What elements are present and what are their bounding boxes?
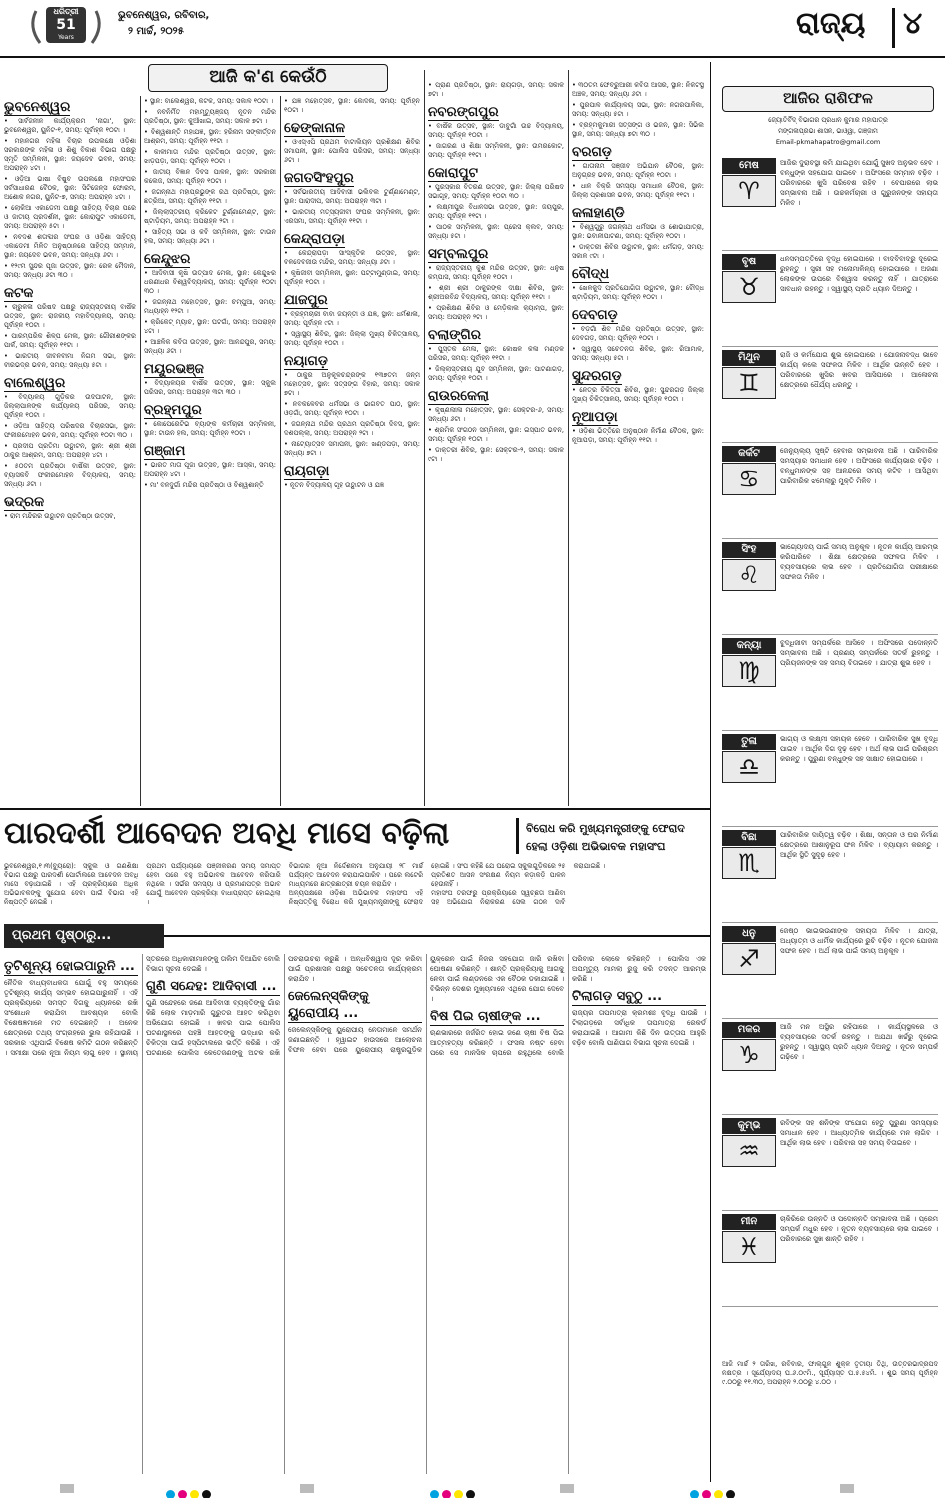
event-item: • ପ୍ରଶିକ୍ଷଣ ଶିବିର ଓ ମେଡ଼ିକାଲ କ୍ୟାମ୍ପ, ସ୍ଥାନ: ସମୟ: ଅପରାହ୍ନ ୨ଟା ।	[428, 304, 564, 322]
zodiac-icon: ♎	[722, 751, 776, 783]
event-item: • ଗାତାନାମ ସଞ୍ଜୀବ ଅଭିଯାନ ବୈଠକ, ସ୍ଥାନ: ଅନୁଗ୍ରହ ଭବନ, ସମୟ: ପୂର୍ବାହ୍ନ ୧୦ଟା ।	[572, 162, 704, 180]
sign-separator	[722, 346, 938, 347]
logo-years: 51	[56, 17, 76, 33]
sign-forecast: ଧନସମ୍ପତ୍ତିରେ ବୃଦ୍ଧି ହୋଇପାରେ । ବାଦବିବାଦରୁ ଦୂରେଇ ରୁହନ୍ତୁ । ସ୍ତ୍ରୀ ସହ ମନୋମାଳିନ୍ୟ ହୋଇପାରେ । ଅଜଣା ଲୋକଙ୍କ ଉପରେ ବିଶ୍ୱାସ କରନ୍ତୁ ନାହିଁ । ଯାତ୍ରାରେ ସାବଧାନ ରହନ୍ତୁ । ସ୍ୱାସ୍ଥ୍ୟ ପ୍ରତି ଧ୍ୟାନ ଦିଅନ୍ତୁ ।	[780, 255, 938, 293]
sign-name: କର୍କଟ	[722, 446, 776, 462]
zodiac-icon: ♍	[722, 655, 776, 687]
event-item: • ମହାନଗର ମହିଳା ବିଚାର ଉପଲକ୍ଷେ ଓଡ଼ିଶା ସରକାରଙ୍କ ମହିଳା ଓ ଶିଶୁ ବିକାଶ ବିଭାଗ ପକ୍ଷରୁ ସ୍ମୃତି ସମ୍ମିଳନୀ, ସ୍ଥାନ: ଜୟଦେବ ଭବନ, ସମୟ: ଅପରାହ୍ନ ୪ଟା ।	[4, 137, 136, 173]
event-item: • ୩୦ତମ ଫେବ୍ରୁଆରୀ କବିତା ଆସର, ସ୍ଥାନ: ନିକଟସ୍ଥ ଅଞ୍ଚଳ, ସମୟ: ସନ୍ଧ୍ୟା ୬ଟା ।	[572, 81, 704, 99]
event-item: • ଶ୍ରୀ ଶ୍ରୀ ଠାକୁରଙ୍କ ଦୀକ୍ଷା ଶିବିର, ସ୍ଥାନ: ଶ୍ରୀଅରବିନ୍ଦ ବିଦ୍ୟାଳୟ, ସମୟ: ପୂର୍ବାହ୍ନ ୧୧ଟା ।	[428, 284, 564, 302]
event-item: • ରାଜ୍ୟସ୍ତରୀୟ କୁଶ ମନ୍ଦିର ଉତ୍ସବ, ସ୍ଥାନ: ଧନୁଷ କମ୍ପାସ, ସମୟ: ପୂର୍ବାହ୍ନ ୧୦ଟା ।	[428, 264, 564, 282]
color-registration	[430, 1484, 478, 1498]
event-item: • କ୍ରିକେଟ୍ ମ୍ୟାଚ, ସ୍ଥାନ: ଘଟଗାଁ, ସମୟ: ଅପରାହ୍ନ ୪ଟା ।	[144, 318, 276, 336]
event-item: • ପାରମ୍ପରିକ ଶିଳ୍ପ ମେଳା, ସ୍ଥାନ: ଗୌରୀଶଙ୍କର ପାର୍କ, ସମୟ: ପୂର୍ବାହ୍ନ ୧୧ଟା ।	[4, 332, 136, 350]
event-item: • ସ୍ୱାସ୍ଥ୍ୟ ଶିବିର, ସ୍ଥାନ: ଜିଲ୍ଲା ମୁଖ୍ୟ ଚିକିତ୍ସାଳୟ, ସମୟ: ପୂର୍ବାହ୍ନ ୧୦ଟା ।	[284, 330, 420, 348]
event-item: • ଡାକ୍ତରୀ ଶିବିର, ସ୍ଥାନ: ସେକ୍ଟର-୨, ସମୟ: ସକାଳ ୯ଟା ।	[428, 446, 564, 464]
event-item: • ସର୍ବଭାରତୀୟ ଆଦିବାସୀ ଭଲିବଲ ଟୁର୍ଣ୍ଣାମେଣ୍ଟ, ସ୍ଥାନ: ପାରାଦୀପ, ସମୟ: ଅପରାହ୍ନ ୩ଟା ।	[284, 188, 420, 206]
logo-badge	[26, 3, 106, 47]
event-item: • ନବଦଶ ଶତାବ୍ଦୀର ସଂଘର ଓ ଓଡ଼ିଶା ସାହିତ୍ୟ ଏକାଡେମୀ ମିଳିତ ଅନୁଷ୍ଠାନରେ ସାହିତ୍ୟ ସମ୍ମାନ, ସ୍ଥାନ: ଜୟଦେବ ଭବନ, ସମୟ: ସନ୍ଧ୍ୟା ୬ଟା ।	[4, 233, 136, 260]
sign-entry	[722, 734, 938, 824]
sign-forecast: ବୁଦ୍ଧିଜୀବୀ ସମ୍ପର୍କରେ ଆସିବେ । ଅଫିସରେ ପଦୋନ୍ନତି ସମ୍ଭାବନା ଅଛି । ପ୍ରଣୟ ସମ୍ପର୍କରେ ସତର୍କ ରୁହନ୍ତୁ । ପ୍ରିୟଜନଙ୍କ ସହ ସମୟ ବିତାଇବେ । ଯାତ୍ରା ଶୁଭ ହେବ ।	[780, 639, 938, 667]
event-item: • ପୁସ୍ତକ ମେଳା, ସ୍ଥାନ: କୋଷଳ କଳା ମଣ୍ଡଳ ପରିସର, ସମୟ: ପୂର୍ବାହ୍ନ ୧୧ଟା ।	[428, 345, 564, 363]
event-district-heading: ଢେଙ୍କାନାଳ	[284, 120, 345, 136]
event-item: • ଓଡ଼ିଶା ଭିତ୍ତିରେ ଅନୁଷ୍ଠାନ ନିର୍ମାଣ ବୈଠକ, ସ୍ଥାନ: ନୂଆପଡ଼ା, ସମୟ: ପୂର୍ବାହ୍ନ ୧୧ଟା ।	[572, 427, 704, 445]
color-registration	[166, 1484, 214, 1498]
story-title: ଜେଲେନ୍‌ସ୍କିଙ୍କୁ ୟୁରୋପୀୟ ...	[288, 988, 422, 1023]
event-district-heading: ଦେବଗଡ଼	[572, 307, 618, 323]
event-item: • ବାର୍ଷିକ ଉତ୍ସବ, ସ୍ଥାନ: ଡାବୁଗାଁ ଉଚ୍ଚ ବିଦ୍ୟାଳୟ, ସମୟ: ପୂର୍ବାହ୍ନ ୧୦ଟା ।	[428, 122, 564, 140]
sign-entry	[722, 1118, 938, 1208]
astrologer-email: Email-pkmahapatro@gmail.com	[775, 138, 881, 146]
astrologer-name: ଜ୍ୟୋତିର୍ବିଦ୍ ବିଭାଗର ପ୍ରଧାନ କୁମାର ମହାପାତ୍ର	[768, 116, 888, 124]
section-divider	[892, 8, 895, 48]
story-body: ଋଣଭାରରେ ଜର୍ଜରିତ ହୋଇ ଜଣେ ଚାଷୀ ବିଷ ପିଇ ଆତ୍ମହତ୍ୟା କରିଛନ୍ତି । ଫସଲ ନଷ୍ଟ ହେବା ପରେ ସେ ମାନସିକ ଚାପରେ ରହୁଥିଲେ ବୋଲି ପରିବାର ଲୋକେ କହିଛନ୍ତି । ପୋଲିସ ଏକ ଅପମୃତ୍ୟୁ ମାମଲା ରୁଜୁ କରି ତଦନ୍ତ ଆରମ୍ଭ କରିଛି ।	[430, 955, 706, 1057]
events-column-4	[428, 80, 564, 806]
event-item: • ଜାତୀୟ ବିଜ୍ଞାନ ଦିବସ ପାଳନ, ସ୍ଥାନ: ସରକାରୀ କଲେଜ, ସମୟ: ପୂର୍ବାହ୍ନ ୧୦ଟା ।	[144, 168, 276, 186]
sign-name: କୁମ୍ଭ	[722, 1118, 776, 1134]
event-item: • ବିଦ୍ୟାଳୟ ଗୁଡ଼ିକର ଉଦଘାଟନ, ସ୍ଥାନ: ଜିଲ୍ଲାପାଳଙ୍କ କାର୍ଯ୍ୟାଳୟ ପରିସର, ସମୟ: ପୂର୍ବାହ୍ନ ୧୦ଟା ।	[4, 393, 136, 420]
event-item: • ସ୍ୱାସ୍ଥ୍ୟ ସଚେତନତା ଶିବିର, ସ୍ଥାନ: ରିଆମାଳ, ସମୟ: ସନ୍ଧ୍ୟା ୫ଟା ।	[572, 345, 704, 363]
event-item: • ଯଜ୍ଞ ମହୋତ୍ସବ, ସ୍ଥାନ: କୋଦଳା, ସମୟ: ପୂର୍ବାହ୍ନ ୧୦ଟା ।	[284, 97, 420, 115]
story-title: ଗୁଣି ସନ୍ଦେହ: ଆଦିବାସୀ ...	[146, 978, 280, 996]
event-item: • ୧୨୯ମ ସୁନ୍ଦର ପୂଜା ଉତ୍ସବ, ସ୍ଥାନ: ରେଳ ମୈଦାନ, ସମୟ: ସନ୍ଧ୍ୟା ୬ଟା ୩୦ ।	[4, 262, 136, 280]
event-district-heading: ବ୍ରହ୍ମପୁର	[144, 402, 202, 418]
event-item: • ରାମ ମନ୍ଦିରର ଉଦ୍ଘାଟନ ପ୍ରତିଷ୍ଠା ଉତ୍ସବ,	[4, 512, 136, 521]
event-district-heading: କେନ୍ଦୁଝର	[144, 251, 191, 267]
event-item: • ଚାରୁକଳା ପରିଷଦ ପକ୍ଷରୁ ରାଜ୍ୟସ୍ତରୀୟ ବାର୍ଷିକ ଉତ୍ସବ, ସ୍ଥାନ: ରାଜକୀୟ ମହାବିଦ୍ୟାଳୟ, ସମୟ: ପୂର୍ବାହ୍ନ ୧୦ଟା ।	[4, 303, 136, 330]
sign-forecast: ଚାକିରିରେ ଉନ୍ନତି ଓ ପଦୋନ୍ନତି ସମ୍ଭାବନା ଅଛି । ପ୍ରେମ ସମ୍ପର୍କ ମଧୁର ହେବ । ନୂତନ ବ୍ୟବସାୟରେ ଲାଭ ପାଇବେ । ପରିବାରରେ ସୁଖ ଶାନ୍ତି ରହିବ ।	[780, 1215, 938, 1243]
crop-mark	[840, 1484, 854, 1493]
sign-separator	[722, 250, 938, 251]
sign-entry	[722, 1022, 938, 1112]
event-item: • ଜିଲ୍ଲାସ୍ତରୀୟ କ୍ରିକେଟ ଟୁର୍ଣ୍ଣାମେଣ୍ଟ, ସ୍ଥାନ: ଷ୍ଟାଡ଼ିୟମ, ସମୟ: ଅପରାହ୍ନ ୨ଟା ।	[144, 208, 276, 226]
event-item: • ଲକ୍ଷ୍ମୀପୁର ବିଧାନସଭା ଉତ୍ସବ, ସ୍ଥାନ: ଜୟପୁର, ସମୟ: ପୂର୍ବାହ୍ନ ୧୧ଟା ।	[428, 203, 564, 221]
event-item: • ଆଞ୍ଚଳିକ କବିତା ଉତ୍ସବ, ସ୍ଥାନ: ଆନନ୍ଦପୁର, ସମୟ: ସନ୍ଧ୍ୟା ୬ଟା ।	[144, 338, 276, 356]
sign-separator	[722, 922, 938, 923]
astrologer-address: ମଙ୍ଗଳାପ୍ରଭା ଶାସନ, ଭାଓ୍ୱା, ଗଞ୍ଜାମ	[778, 127, 878, 135]
sign-entry	[722, 350, 938, 440]
event-district-heading: ବାଲେଶ୍ୱର	[4, 375, 66, 391]
events-column-2	[144, 96, 276, 806]
sign-name: ମୀନ	[722, 1214, 776, 1230]
event-district-heading: ବଲାଙ୍ଗିର	[428, 327, 481, 343]
sign-name: ବିଛା	[722, 830, 776, 846]
event-district-heading: ବରଗଡ଼	[572, 144, 612, 160]
section-title: ରାଜ୍ୟ	[796, 6, 866, 41]
sign-name: ସିଂହ	[722, 542, 776, 558]
event-item: • ଓଡ଼ିଆ ସାହିତ୍ୟ ପରିଷଦର ବିଚାରସଭା, ସ୍ଥାନ: ଫକୀରମୋହନ ଭବନ, ସମୟ: ପୂର୍ବାହ୍ନ ୧୦ଟା ୩୦ ।	[4, 422, 136, 440]
sign-separator	[722, 634, 938, 635]
panchanga: ଆଜି ମାର୍ଚ୍ଚ ୨ ତାରିଖ, ରବିବାର, ଫାଲ୍‌ଗୁନ ଶୁକ୍ଳ ତୃତୀୟା ତିଥି, ଉତ୍ତରଭାଦ୍ରପଦ ନକ୍ଷତ୍ର । ସୂର୍ଯ୍ୟୋଦୟ ଘ.୬.୦୯ମି., ସୂର୍ଯ୍ୟାସ୍ତ ଘ.୫.୫୪ମି. । ଶୁଭ ସମୟ ପୂର୍ବାହ୍ନ ୯.୦୦ରୁ ୧୧.୩୦, ଅପରାହ୍ନ ୨.୦୦ରୁ ୪.୦୦ ।	[722, 1360, 938, 1386]
event-district-heading: ଭୁବନେଶ୍ୱର	[4, 99, 71, 115]
event-district-heading: ନବରଙ୍ଗପୁର	[428, 104, 499, 120]
event-item: • ବ୍ରହ୍ମଚାରୀ ବାବା ଜୟନ୍ତୀ ଓ ଯଜ୍ଞ, ସ୍ଥାନ: ଧର୍ମଶାଳା, ସମୟ: ପୂର୍ବାହ୍ନ ୯ଟା ।	[284, 310, 420, 328]
event-item: • ଆଦିବାସୀ କୃଷି ଉତ୍ପାଦ ମେଳା, ସ୍ଥାନ: କେନ୍ଦୁଝର ଧରଣୀଧର ବିଶ୍ୱବିଦ୍ୟାଳୟ, ସମୟ: ପୂର୍ବାହ୍ନ ୧୦ଟା ୩୦ ।	[144, 269, 276, 296]
event-item: • ନାଟ୍ୟୋତ୍ସବ ସମାପନୀ, ସ୍ଥାନ: ଖଣ୍ଡପଡ଼ା, ସମୟ: ସନ୍ଧ୍ୟା ୭ଟା ।	[284, 440, 420, 458]
sign-entry	[722, 446, 938, 536]
sign-forecast: ଆଜିର ଦୁରାବସ୍ଥା କମି ଯାଇଥିବା ଯୋଗୁଁ ସୁଖଦ ଅନୁଭବ ହେବ । ବନ୍ଧୁଙ୍କ ସହଯୋଗ ପାଇବେ । ଅଫିସରେ ସମ୍ମାନ ବଢ଼ିବ । ପରିବାରରେ ଖୁସି ପରିବେଶ ରହିବ । ବେପାରରେ ଲାଭ ସମ୍ଭାବନା ଅଛି । ଉଚ୍ଚକର୍ମଚାରୀ ଓ ଗୁରୁଜନଙ୍କ ସହାୟତା ମିଳିବ ।	[780, 159, 938, 207]
event-item: • ସ୍ଥାନ: ବାଲେଶ୍ୱର, କଟକ, ସମୟ: ସକାଳ ୧୦ଟା ।	[144, 97, 276, 106]
rashifal-header: ଆଜିର ରାଶିଫଳ	[722, 86, 934, 112]
event-item: • ଖେଳକୁଦ ପ୍ରତିଯୋଗିତା ଉଦ୍ଘାଟନ, ସ୍ଥାନ: ବୌଦ୍ଧ ଷ୍ଟାଡ଼ିୟମ, ସମୟ: ପୂର୍ବାହ୍ନ ୧୦ଟା ।	[572, 284, 704, 302]
lead-paragraph: ଅନ୍ୟପକ୍ଷରେ ଓଡ଼ିଶା ଅଭିଭାବକ ମହାସଂଘ ଏହି ନିଷ୍ପତ୍ତିକୁ ବିରୋଧ କରି ମୁଖ୍ୟମନ୍ତ୍ରୀଙ୍କୁ ଫେରାଦ ହୋଇଛି । ସଂଘ କହିଛି ଯେ ଘରୋଇ ସ୍କୁଲଗୁଡ଼ିକରେ ୨୫ ପ୍ରତିଶତ ଆସନ ସଂରକ୍ଷଣ ନିୟମ କଡ଼ାକଡ଼ି ପାଳନ ହେଉନାହିଁ ।	[288, 862, 566, 906]
event-item: • ବିଦ୍ୟାଳୟର ବାର୍ଷିକ ଉତ୍ସବ, ସ୍ଥାନ: ସ୍କୁଲ ପରିସର, ସମୟ: ଅପରାହ୍ନ ୩ଟା ୩୦ ।	[144, 379, 276, 397]
event-item: • ଜାଗରଣ ଓ ଶିକ୍ଷା ସମ୍ମିଳନୀ, ସ୍ଥାନ: ଉମରକୋଟ, ସମୟ: ପୂର୍ବାହ୍ନ ୧୧ଟା ।	[428, 142, 564, 160]
first-page-label: ପ୍ରଥମ ପୃଷ୍ଠାରୁ...	[12, 928, 112, 943]
lead-story	[4, 862, 708, 920]
sign-entry	[722, 542, 938, 632]
event-item: • ଶ୍ରମିକ ସଂଗଠନ ସମ୍ମିଳନୀ, ସ୍ଥାନ: ଇସ୍ପାତ ଭବନ, ସମୟ: ପୂର୍ବାହ୍ନ ୧୦ଟା ।	[428, 426, 564, 444]
event-item: • ପୁରପାଳ କାର୍ଯ୍ୟାଳୟ ସଭା, ସ୍ଥାନ: ନଗରପାଳିକା, ସମୟ: ସନ୍ଧ୍ୟା ୫ଟା ।	[572, 101, 704, 119]
sign-entry	[722, 254, 938, 344]
event-item: • ଲୋକିଆ ଏକାଡେମୀ ପକ୍ଷରୁ ସାହିତ୍ୟ ବିଚାର ପରେ ଓ ଜାତୀୟ ପ୍ରଦର୍ଶନୀ, ସ୍ଥାନ: କୋରାପୁଟ ଏକାଡେମୀ, ସମୟ: ଅପରାହ୍ନ ୫ଟା ।	[4, 204, 136, 231]
event-item: • ବିଶ୍ୱଶାନ୍ତି ମହାଯଜ୍ଞ, ସ୍ଥାନ: ହରିନାମ ସଙ୍କୀର୍ତ୍ତନ ଆଶ୍ରମ, ସମୟ: ପୂର୍ବାହ୍ନ ୧୧ଟା ।	[144, 128, 276, 146]
event-district-heading: ଭଦ୍ରକ	[4, 494, 45, 510]
zodiac-icon: ♓	[722, 1231, 776, 1263]
main-headline: ପାରଦର୍ଶୀ ଆବେଦନ ଅବଧି ମାସେ ବଢ଼ିଲା	[4, 816, 450, 851]
event-item: • ସାର୍ବଜନୀନ କାର୍ଯ୍ୟକ୍ରମ 'ନାଗା', ସ୍ଥାନ: ଭୁବନେଶ୍ୱର, ୟୁନିଟ-୧, ସମୟ: ପୂର୍ବାହ୍ନ ୧୦ଟା ।	[4, 117, 136, 135]
sign-entry	[722, 1214, 938, 1304]
masthead	[0, 0, 945, 58]
story-body: ନୈତିକ ବାଧ୍ୟବାଧକତା ଯୋଗୁଁ ବହୁ ସମୟରେ ତୃଟିଶୂନ୍ୟ କାର୍ଯ୍ୟ ସମ୍ଭବ ହୋଇପାରୁନାହିଁ । ଏହି ପ୍ରକ୍ରିୟାରେ ସମସ୍ତ ଦିଗକୁ ଧ୍ୟାନରେ ରଖି ସଂଶୋଧନ କରାଯିବା ଆବଶ୍ୟକ ବୋଲି ବିଶେଷଜ୍ଞମାନେ ମତ ଦେଇଛନ୍ତି । ଅନେକ କ୍ଷେତ୍ରରେ ତଥ୍ୟ ସଂଗ୍ରହରେ ଭୁଲ ରହିଯାଉଛି । ସରକାର ଏଥିପାଇଁ ବିଶେଷ କମିଟି ଗଠନ କରିଛନ୍ତି । ସମୀକ୍ଷା ପରେ ନୂଆ ନିୟମ ଲାଗୁ ହେବ । ସ୍ଥାନୀୟ ସ୍ତରରେ ଅଧିକାରୀମାନଙ୍କୁ ତାଲିମ ଦିଆଯିବ ବୋଲି ବିଭାଗ ସୂଚନା ଦେଇଛି ।	[4, 955, 280, 1057]
event-item: • ବଡ଼ଗାଁ ଶିବ ମନ୍ଦିର ପ୍ରତିଷ୍ଠା ଉତ୍ସବ, ସ୍ଥାନ: ଦେବଗଡ଼, ସମୟ: ପୂର୍ବାହ୍ନ ୧୦ଟା ।	[572, 325, 704, 343]
event-item: • ମା' ବନଦୁର୍ଗା ମନ୍ଦିର ପ୍ରତିଷ୍ଠା ଓ ବିଶ୍ୱଶାନ୍ତି	[144, 481, 276, 490]
rashifal-divider	[710, 62, 711, 1482]
sign-separator	[722, 1114, 938, 1115]
event-item: • ଜଗନ୍ନାଥ ମନ୍ଦିର ପ୍ରଥମ ପ୍ରତିଷ୍ଠା ଦିବସ, ସ୍ଥାନ: ଦଶପଲ୍ଲା, ସମୟ: ଅପରାହ୍ନ ୨ଟା ।	[284, 420, 420, 438]
sign-entry	[722, 830, 938, 920]
logo-text: ଧରିତ୍ରୀ	[53, 7, 79, 16]
lead-paragraph: ଭୁବନେଶ୍ୱର,୧।୩(ବ୍ୟୁରୋ): ସ୍କୁଲ ଓ ଗଣଶିକ୍ଷା ବିଭାଗ ପକ୍ଷରୁ ପାରଦର୍ଶୀ ପୋର୍ଟାଲରେ ଆବେଦନ ଅବଧି ମାସେ ବଢ଼ାଯାଇଛି । ଏହି ପ୍ରକ୍ରିୟାରେ ଅଧିକ ଅଭିଭାବକଙ୍କୁ ସୁଯୋଗ ଦେବା ପାଇଁ ବିଭାଗ ଏହି ନିଷ୍ପତ୍ତି ନେଇଛି ।	[4, 862, 139, 906]
event-district-heading: ଜଗତସିଂହପୁର	[284, 170, 354, 186]
event-item: • କାଳୀମାତା ମନ୍ଦିର ପ୍ରତିଷ୍ଠା ଉତ୍ସବ, ସ୍ଥାନ: ଝାଡ଼ପଡ଼ା, ସମୟ: ପୂର୍ବାହ୍ନ ୧୦ଟା ।	[144, 148, 276, 166]
event-item: • ପ୍ରାଣ ପ୍ରତିଷ୍ଠା, ସ୍ଥାନ: ରାୟଗଡ଼ା, ସମୟ: ସକାଳ ୭ଟା ।	[428, 81, 564, 99]
event-item: • ଓଏସ୍ଏପି ପ୍ରଥମ ବାଟାଲିୟନ ପ୍ରଶିକ୍ଷଣ ଶିବିର ସମାପନୀ, ସ୍ଥାନ: ପୋଲିସ ପରିସର, ସମୟ: ସନ୍ଧ୍ୟା ୬ଟା ।	[284, 138, 420, 165]
sign-name: ମକର	[722, 1022, 776, 1038]
zodiac-icon: ♐	[722, 943, 776, 975]
event-item: • ନେତ୍ର ଚିକିତ୍ସା ଶିବିର, ସ୍ଥାନ: ସୁନ୍ଦରଗଡ଼ ଜିଲ୍ଲା ମୁଖ୍ୟ ଚିକିତ୍ସାଳୟ, ସମୟ: ପୂର୍ବାହ୍ନ ୧୦ଟା ।	[572, 386, 704, 404]
sign-name: କନ୍ୟା	[722, 638, 776, 654]
lead-paragraph: ପ୍ରଥମ ପର୍ଯ୍ୟାୟରେ ପଞ୍ଜୀକରଣ ସମୟ ସମାପ୍ତ ହେବା ପରେ ବହୁ ଅଭିଭାବକ ଆବେଦନ କରିପାରି ନଥିଲେ । ସର୍ଭର ସମସ୍ୟା ଓ ପ୍ରମାଣପତ୍ର ଅଭାବ ଯୋଗୁଁ ଆବେଦନ ପ୍ରକ୍ରିୟା ବାଧାପ୍ରାପ୍ତ ହୋଇଥିଲା ।	[146, 862, 281, 906]
zodiac-icon: ♏	[722, 847, 776, 879]
sign-name: ଧନୁ	[722, 926, 776, 942]
sign-forecast: ରବିଙ୍କ ସହ ଶନିଙ୍କ ସଂଯୋଗ ହେତୁ ପୁରୁଣା ସମସ୍ୟାର ସମାଧାନ ହେବ । ଆଧ୍ୟାତ୍ମିକ କାର୍ଯ୍ୟରେ ମନ ଲାଗିବ । ଆର୍ଥିକ ଲାଭ ହେବ । ପରିବାର ସହ ସମୟ ବିତାଇବେ ।	[780, 1119, 938, 1147]
event-item: • କୃଷ୍ଣଲୀଳା ମହୋତ୍ସବ, ସ୍ଥାନ: ସେକ୍ଟର-୬, ସମୟ: ସନ୍ଧ୍ୟା ୬ଟା ।	[428, 406, 564, 424]
sign-name: ତୁଳା	[722, 734, 776, 750]
event-item: • ବ୍ରହ୍ମକୁମାରୀ ସତ୍ସଙ୍ଗ ଓ ଭଜନ, ସ୍ଥାନ: ସିଭିଲ ସ୍ଥାନ, ସମୟ: ସନ୍ଧ୍ୟା ୭ଟା ୩୦ ।	[572, 121, 704, 139]
sign-forecast: ଜେଷ୍ଠ ଭାଇଭଉଣୀଙ୍କ ସହାୟତା ମିଳିବ । ଯାତ୍ରା, ଅଧ୍ୟାତ୍ମ ଓ ଧାର୍ମିକ କାର୍ଯ୍ୟରେ ରୁଚି ବଢ଼ିବ । ନୂତନ ଯୋଜନା ସଫଳ ହେବ । ଅର୍ଥ ଲାଭ ପାଇଁ ସମୟ ଅନୁକୂଳ ।	[780, 927, 938, 955]
events-column-5	[572, 80, 704, 806]
issue-date: ୨ ମାର୍ଚ୍ଚ, ୨୦୨୫	[128, 26, 184, 37]
dateline: ଭୁବନେଶ୍ୱର, ରବିବାର,	[118, 10, 210, 21]
event-item: • ଠାକୁର ଅନୁକୂଳଚନ୍ଦ୍ରଙ୍କ ୧୩୭ତମ ଜନ୍ମ ମହୋତ୍ସବ, ସ୍ଥାନ: ସତ୍ସଙ୍ଗ ବିହାର, ସମୟ: ସକାଳ ୭ଟା ।	[284, 371, 420, 398]
first-page-rule	[164, 935, 710, 937]
event-district-heading: ମୟୂରଭଞ୍ଜ	[144, 361, 204, 377]
zodiac-icon: ♉	[722, 271, 776, 303]
event-district-heading: ନୂଆପଡ଼ା	[572, 409, 618, 425]
event-item: • କେନ୍ଦ୍ରାପଡ଼ା ସାଂସ୍କୃତିକ ଉତ୍ସବ, ସ୍ଥାନ: ବଳଦେବଜୀଉ ମନ୍ଦିର, ସମୟ: ସନ୍ଧ୍ୟା ୬ଟା ।	[284, 249, 420, 267]
zodiac-icon: ♊	[722, 367, 776, 399]
event-item: • କୋପେରେଟିଭ ବ୍ୟାଙ୍କ କର୍ମଚାରୀ ସମ୍ମିଳନୀ, ସ୍ଥାନ: ଟାଉନ ହଲ, ସମୟ: ପୂର୍ବାହ୍ନ ୧୦ଟା ।	[144, 420, 276, 438]
event-item: • ପୁରସ୍କାର ବିତରଣ ଉତ୍ସବ, ସ୍ଥାନ: ଜିଲ୍ଲା ପରିଷଦ ସଭାଗୃହ, ସମୟ: ପୂର୍ବାହ୍ନ ୧୦ଟା ୩୦ ।	[428, 183, 564, 201]
story-title: ତୃଟିଶୂନ୍ୟ ହୋଇପାରୁନି ...	[4, 958, 138, 976]
event-item: • ନୂତନ ବିଦ୍ୟାଳୟ ଗୃହ ଉଦ୍ଘାଟନ ଓ ଯଜ୍ଞ	[284, 481, 420, 490]
column-divider	[140, 96, 141, 806]
story-body: ଗୁଣି ସନ୍ଦେହରେ ଜଣେ ଆଦିବାସୀ ବ୍ୟକ୍ତିଙ୍କୁ ଗାଁର କିଛି ଲୋକ ମାଡ଼ମାରି ଗୁରୁତର ଆହତ କରିଥିବା ଅଭିଯୋଗ ହୋଇଛି । ଖବର ପାଇ ପୋଲିସ ଘଟଣାସ୍ଥଳରେ ପହଞ୍ଚି ଆହତଙ୍କୁ ଉଦ୍ଧାର କରି ଚିକିତ୍ସା ପାଇଁ ହସ୍ପିଟାଲରେ ଭର୍ତ୍ତି କରିଛି । ଏହି ଘଟଣାରେ ପୋଲିସ କେତେଜଣଙ୍କୁ ଅଟକ ରଖି ପଚରାଉଚରା କରୁଛି । ଅନ୍ଧବିଶ୍ୱାସ ଦୂର କରିବା ପାଇଁ ପ୍ରଶାସନ ପକ୍ଷରୁ ସଚେତନତା କାର୍ଯ୍ୟକ୍ରମ କରାଯିବ ।	[146, 955, 422, 1057]
sign-forecast: ଭାଗ୍ୟୋଦୟ ପାଇଁ ସମୟ ଅନୁକୂଳ । ନୂତନ କାର୍ଯ୍ୟ ଆରମ୍ଭ କରିପାରିବେ । ଶିକ୍ଷା କ୍ଷେତ୍ରରେ ସଫଳତା ମିଳିବ । ବ୍ୟବସାୟରେ ଲାଭ ହେବ । ପ୍ରତିଯୋଗିତା ପରୀକ୍ଷାରେ ସଫଳତା ମିଳିବ ।	[780, 543, 938, 581]
event-district-heading: କଟକ	[4, 285, 34, 301]
sign-separator	[722, 442, 938, 443]
event-item: • ଡାକ୍ତରୀ ଶିବିର ଉଦ୍ଘାଟନ, ସ୍ଥାନ: ଧର୍ମଗଡ଼, ସମୟ: ସକାଳ ୯ଟା ।	[572, 243, 704, 261]
sign-separator	[722, 538, 938, 539]
sign-name: ମେଷ	[722, 158, 776, 174]
page-number: ୪	[903, 6, 923, 41]
event-district-heading: ସୁନ୍ଦରଗଡ଼	[572, 368, 622, 384]
crop-mark	[300, 1484, 314, 1493]
column-divider	[568, 70, 569, 806]
sign-entry	[722, 926, 938, 1016]
sign-list	[722, 158, 938, 1348]
event-item: • ପାଠକ ସମ୍ମିଳନୀ, ସ୍ଥାନ: ପ୍ରେସ କ୍ଲବ, ସମୟ: ସନ୍ଧ୍ୟା ୫ଟା ।	[428, 223, 564, 241]
event-item: • ଭାରତ ମାତା ପୂଜା ଉତ୍ସବ, ସ୍ଥାନ: ଆସ୍କା, ସମୟ: ଅପରାହ୍ନ ୪ଟା ।	[144, 461, 276, 479]
continued-stories	[4, 954, 706, 1474]
crop-mark	[560, 1484, 574, 1493]
sign-separator	[722, 1306, 938, 1307]
footer-marks	[0, 1480, 945, 1498]
events-column-1	[4, 96, 136, 806]
zodiac-icon: ♒	[722, 1135, 776, 1167]
event-item: • କୃଷିଜୀବୀ ସମ୍ମିଳନୀ, ସ୍ଥାନ: ପଟ୍ଟାମୁଣ୍ଡାଇ, ସମୟ: ପୂର୍ବାହ୍ନ ୧୦ଟା ।	[284, 269, 420, 287]
lead-paragraph: ମହାସଂଘ ତରଫରୁ ପ୍ରକ୍ରିୟାରେ ସ୍ୱଚ୍ଛତା ଆଣିବା ସହ ଅଭିଯୋଗ ନିରାକରଣ ସେଲ ଗଠନ ଦାବି କରାଯାଇଛି ।	[431, 862, 606, 906]
sign-separator	[722, 1210, 938, 1211]
sign-name: ବୃଷ	[722, 254, 776, 270]
sign-separator	[722, 1018, 938, 1019]
column-divider	[424, 70, 425, 806]
zodiac-icon: ♋	[722, 463, 776, 495]
event-item: • ଜିଲ୍ଲାସ୍ତରୀୟ ଯୁବ ସମ୍ମିଳନୀ, ସ୍ଥାନ: ପାଟଣାଗଡ଼, ସମୟ: ପୂର୍ବାହ୍ନ ୧୦ଟା ।	[428, 365, 564, 383]
sign-entry	[722, 638, 938, 728]
event-district-heading: ସମ୍ବଲପୁର	[428, 246, 489, 262]
event-item: • ଭାରତୀୟ ମତ୍ସ୍ୟଜୀବୀ ସଂଘର ସମ୍ମିଳନୀ, ସ୍ଥାନ: ଏରସମା, ସମୟ: ପୂର୍ବାହ୍ନ ୧୧ଟା ।	[284, 208, 420, 226]
sign-forecast: ପାରିବାରିକ ଦାୟିତ୍ୱ ବଢ଼ିବ । ଶିକ୍ଷା, ସନ୍ତାନ ଓ ଘର ନିର୍ମାଣ କ୍ଷେତ୍ରରେ ଆଶାନୁରୂପ ଫଳ ମିଳିବ । ବ୍ୟାୟାମ କରନ୍ତୁ । ଆର୍ଥିକ ସ୍ଥିତି ସୁଦୃଢ଼ ହେବ ।	[780, 831, 938, 859]
crop-mark	[60, 1484, 74, 1493]
sign-forecast: ଆଜି ମନ ଅସ୍ଥିର ରହିପାରେ । କାର୍ଯ୍ୟସ୍ଥଳରେ ଓ ବ୍ୟବସାୟରେ ସତର୍କ ରହନ୍ତୁ । ଅଯଥା ଖର୍ଚ୍ଚରୁ ଦୂରେଇ ରୁହନ୍ତୁ । ସ୍ୱାସ୍ଥ୍ୟ ପ୍ରତି ଧ୍ୟାନ ଦିଅନ୍ତୁ । ନୂତନ ସମ୍ପର୍କ ଗଢ଼ିବେ ।	[780, 1023, 938, 1061]
event-district-heading: କେନ୍ଦ୍ରାପଡ଼ା	[284, 231, 345, 247]
sign-forecast: ରାଜି ଓ କର୍ମଯୋଗ ଶୁଭ ହୋଇପାରେ । ଯୋଜନାବଦ୍ଧ ଭାବେ କାର୍ଯ୍ୟ କଲେ ସଫଳତା ମିଳିବ । ଆର୍ଥିକ ଉନ୍ନତି ହେବ । ପରିବାରରେ ଖୁସିର ଖବର ଆସିପାରେ । ଆଳୋଚନା କ୍ଷେତ୍ରରେ ଧୈର୍ଯ୍ୟ ଧରନ୍ତୁ ।	[780, 351, 938, 389]
event-item: • ଭାରତୀୟ ଜୀବନବୀମା ନିଗମ ସଭା, ସ୍ଥାନ: ବୀରଭଦ୍ର ଭବନ, ସମୟ: ସନ୍ଧ୍ୟା ୫ଟା ।	[4, 352, 136, 370]
zodiac-icon: ♈	[722, 175, 776, 207]
sign-entry	[722, 158, 938, 248]
event-district-heading: ରାଉରକେଲା	[428, 388, 489, 404]
zodiac-icon: ♑	[722, 1039, 776, 1071]
story-title: ଟିଲାଗଡ଼ ସବୁଠୁ ...	[572, 988, 706, 1006]
side-headline-1: ବିରୋଧ କରି ମୁଖ୍ୟମନ୍ତ୍ରୀଙ୍କୁ ଫେରାଦ	[526, 822, 685, 835]
event-item: • ବିଶ୍ୱଗୁରୁ ଜଗନ୍ନାଥ ଧର୍ମସଭା ଓ ଶୋଭାଯାତ୍ରା, ସ୍ଥାନ: ଭବାନୀପାଟଣା, ସମୟ: ପୂର୍ବାହ୍ନ ୧୦ଟା ।	[572, 223, 704, 241]
story-body: ରାଜ୍ୟର ତାପମାତ୍ରା କ୍ରମଶଃ ବୃଦ୍ଧି ପାଉଛି । ଟିଲାଗଡ଼ରେ ସର୍ବାଧିକ ତାପମାତ୍ରା ରେକର୍ଡ କରାଯାଇଛି । ଆଗାମୀ କିଛି ଦିନ ଉତ୍ତାପ ଆହୁରି ବଢ଼ିବ ବୋଲି ପାଣିପାଗ ବିଭାଗ ସୂଚନା ଦେଇଛି ।	[572, 1009, 706, 1047]
zodiac-icon: ♌	[722, 559, 776, 591]
event-district-heading: କୋରାପୁଟ	[428, 165, 479, 181]
event-district-heading: କଳାହାଣ୍ଡି	[572, 205, 625, 221]
logo-sub: Years	[58, 34, 74, 41]
sign-separator	[722, 730, 938, 731]
sign-name: ମିଥୁନ	[722, 350, 776, 366]
event-item: • ଜଗନ୍ନାଥ ମହୋତ୍ସବ, ସ୍ଥାନ: ଚମ୍ପୁଆ, ସମୟ: ମଧ୍ୟାହ୍ନ ୧୨ଟା ।	[144, 298, 276, 316]
event-item: • ନବକଳେବର ଧର୍ମସଭା ଓ ଭାଗବତ ପାଠ, ସ୍ଥାନ: ଓଡ଼ଗାଁ, ସମୟ: ପୂର୍ବାହ୍ନ ୧୦ଟା ।	[284, 400, 420, 418]
event-district-heading: ରାୟଗଡ଼ା	[284, 463, 330, 479]
story-body: ଜେଲେନ୍‌ସ୍କିଙ୍କୁ ୟୁରୋପୀୟ ନେତାମାନେ ସମର୍ଥନ ଜଣାଇଛନ୍ତି । ହ୍ୱାଇଟ ହାଉସରେ ଆଲୋଚନା ବିଫଳ ହେବା ପରେ ୟୁରୋପୀୟ ରାଷ୍ଟ୍ରଗୁଡ଼ିକ ୟୁକ୍ରେନ ପାଇଁ ନିଜର ସହଯୋଗ ଜାରି ରଖିବା ଘୋଷଣା କରିଛନ୍ତି । ଶାନ୍ତି ପ୍ରକ୍ରିୟାକୁ ଆଗକୁ ନେବା ପାଇଁ ଲଣ୍ଡନରେ ଏକ ବୈଠକ ଡକାଯାଇଛି । ବିଭିନ୍ନ ଦେଶର ମୁଖ୍ୟମାନେ ଏଥିରେ ଯୋଗ ଦେବେ ।	[288, 955, 564, 1054]
event-district-heading: ବୌଦ୍ଧ	[572, 266, 610, 282]
side-headline-2: ହେଲା ଓଡ଼ିଶା ଅଭିଭାବକ ମହାସଂଘ	[526, 840, 666, 853]
lead-paragraph: ବିଭାଗର ନୂଆ ନିର୍ଦ୍ଦେଶନାମା ଅନୁଯାୟୀ ୨୮ ମାର୍ଚ୍ଚ ପର୍ଯ୍ୟନ୍ତ ଆବେଦନ କରାଯାଇପାରିବ । ପରେ ଲଟେରି ମାଧ୍ୟମରେ ଛାତ୍ରଛାତ୍ରୀ ଚୟନ କରାଯିବ ।	[288, 862, 424, 888]
event-district-heading: ନୟାଗଡ଼	[284, 353, 328, 369]
event-district-heading: ଯାଜପୁର	[284, 292, 328, 308]
event-item: • ଓଡ଼ିଆ ଭାଷା ବିଷୁବ ଉପଲକ୍ଷେ ମହାସଂଘର ସର୍ବସାଧାରଣ ବୈଠକ, ସ୍ଥାନ: ସିଟିଜେନ୍ସ ଫୋରମ, ଅଶୋକ ନଗର, ୟୁନିଟ-୭, ସମୟ: ଅପରାହ୍ନ ୪ଟା ।	[4, 175, 136, 202]
sign-forecast: ଜେନ୍ୟୁଲ୍ୟ ସୃଷ୍ଟି ହେବାର ସମ୍ଭାବନା ଅଛି । ପାରିବାରିକ ସମସ୍ୟାର ସମାଧାନ ହେବ । ଅଫିସରେ କାର୍ଯ୍ୟଭାର ବଢ଼ିବ । ବନ୍ଧୁମାନଙ୍କ ସହ ଆନନ୍ଦରେ ସମୟ କଟିବ । ଆସିଥିବା ପାରିବାରିକ ଝମେଲାରୁ ମୁକ୍ତି ମିଳିବ ।	[780, 447, 938, 485]
event-item: • ପ୍ରଦୀପ ପ୍ରତିମା ଉଦ୍ଘାଟନ, ସ୍ଥାନ: ଶ୍ରୀ ଶ୍ରୀ ଠାକୁର ଆଶ୍ରମ, ସମୟ: ଅପରାହ୍ନ ୪ଟା ।	[4, 442, 136, 460]
event-district-heading: ଗଞ୍ଜାମ	[144, 443, 186, 459]
color-registration	[690, 1484, 738, 1498]
event-item: • ୫୦ତମ ପ୍ରତିଷ୍ଠା ବାର୍ଷିକୀ ଉତ୍ସବ, ସ୍ଥାନ: ବ୍ୟାସକବି ଫକୀରମୋହନ ବିଦ୍ୟାଳୟ, ସମୟ: ସନ୍ଧ୍ୟା ୬ଟା ।	[4, 462, 136, 489]
events-header: ଆଜି କ'ଣ କେଉଁଠି	[148, 64, 388, 92]
sign-forecast: ଭାଗ୍ୟ ଓ ଲକ୍ଷ୍ମୀ ସହାୟକ ହେବେ । ପାରିବାରିକ ସୁଖ ବୃଦ୍ଧି ପାଇବ । ଆର୍ଥିକ ଦିଗ ଦୃଢ଼ ହେବ । ଅର୍ଥ ଲାଭ ପାଇଁ ପରିଶ୍ରମ କରନ୍ତୁ । ପୁରୁଣା ବନ୍ଧୁଙ୍କ ସହ ସାକ୍ଷାତ ହୋଇପାରେ ।	[780, 735, 938, 763]
sign-separator	[722, 826, 938, 827]
headline-rule-top	[0, 808, 710, 810]
events-column-3	[284, 96, 420, 806]
event-item: • ଧାନ ବିକ୍ରି ସମସ୍ୟା ସମାଧାନ ବୈଠକ, ସ୍ଥାନ: ଜିଲ୍ଲା ପ୍ରଶାସନ ଭବନ, ସମୟ: ପୂର୍ବାହ୍ନ ୧୧ଟା ।	[572, 182, 704, 200]
story-title: ବିଷ ପିଇ ଚାଷୀଙ୍କ ...	[430, 1008, 564, 1026]
event-item: • ଜଗନ୍ନାଥ ମହାପ୍ରଭୁଙ୍କ ରଥ ପ୍ରତିଷ୍ଠା, ସ୍ଥାନ: ଛତ୍ରିଆ, ସମୟ: ପୂର୍ବାହ୍ନ ୧୧ଟା ।	[144, 188, 276, 206]
event-item: • ନବନିର୍ମିତ ମହାମୃତ୍ୟୁଞ୍ଜୟ ନୂତନ ମନ୍ଦିର ପ୍ରତିଷ୍ଠା, ସ୍ଥାନ: କୁଆଁଖାଇ, ସମୟ: ସକାଳ ୭ଟା ।	[144, 108, 276, 126]
headline-divider	[516, 818, 519, 854]
event-item: • ସାହିତ୍ୟ ସଭା ଓ କବି ସମ୍ମିଳନୀ, ସ୍ଥାନ: ଟାଉନ ହଲ, ସମୟ: ସନ୍ଧ୍ୟା ୬ଟା ।	[144, 228, 276, 246]
column-divider	[280, 96, 281, 806]
